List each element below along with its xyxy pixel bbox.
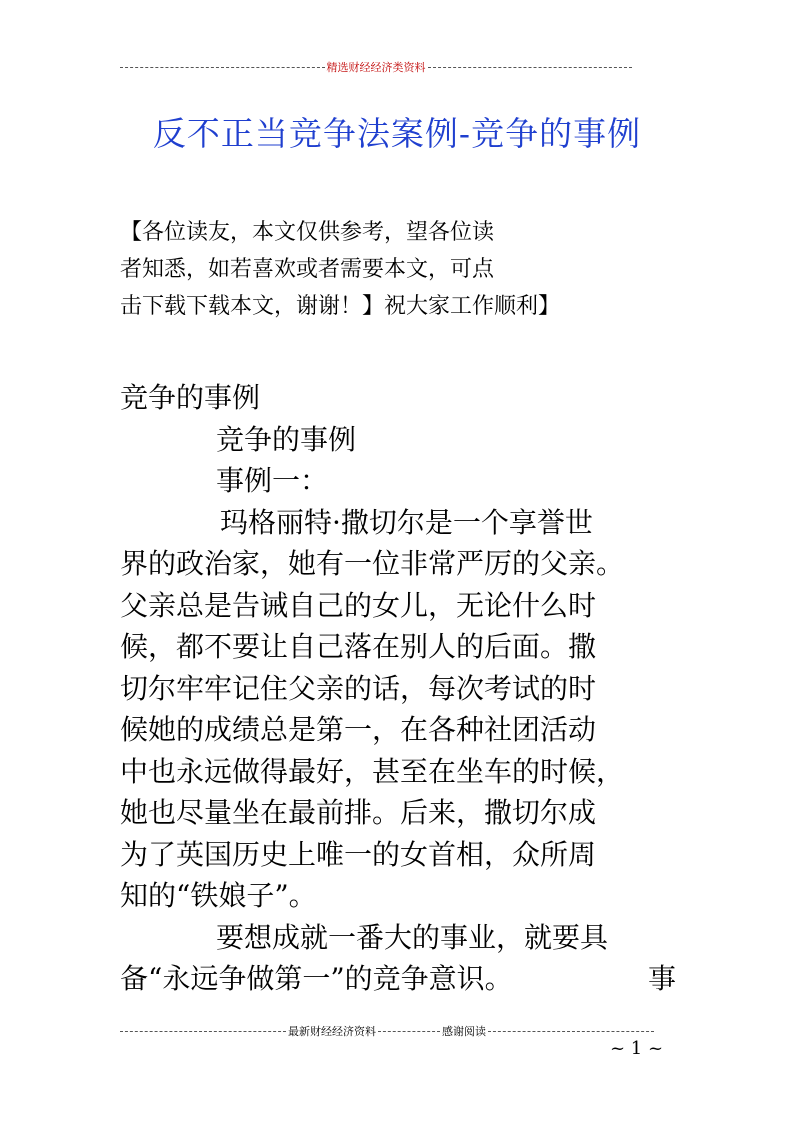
header-text: 精选财经经济类资料 xyxy=(326,61,426,74)
paragraph-line xyxy=(120,958,676,1000)
paragraph-line-left: 备“永远争做第一”的竞争意识。 xyxy=(120,962,513,995)
notice-line: 击下载下载本文，谢谢！】祝大家工作顺利】 xyxy=(120,294,561,319)
document-title: 反不正当竞争法案例-竞争的事例 xyxy=(152,114,642,153)
case-label: 事例一： xyxy=(216,464,329,497)
footer-dash-middle xyxy=(378,1031,440,1032)
paragraph-line: 中也永远做得最好，甚至在坐车的时候， xyxy=(120,754,625,788)
notice-block xyxy=(120,214,650,325)
section-heading: 竞争的事例 xyxy=(120,381,261,414)
paragraph-line: 玛格丽特·撒切尔是一个享誉世 xyxy=(220,505,593,539)
paragraph-line-right: 事 xyxy=(647,962,676,995)
paragraph-line: 为了英国历史上唯一的女首相，众所周 xyxy=(120,837,597,871)
notice-line: 者知悉，如若喜欢或者需要本文，可点 xyxy=(120,257,495,282)
footer-rule xyxy=(120,1024,654,1038)
paragraph-line: 她也尽量坐在最前排。后来，撒切尔成 xyxy=(120,796,597,829)
body-text xyxy=(120,377,676,1000)
paragraph-line: 要想成就一番大的事业，就要具 xyxy=(216,920,609,954)
footer-dash-left xyxy=(120,1031,286,1032)
paragraph-line: 知的“铁娘子”。 xyxy=(120,879,317,912)
section-subheading: 竞争的事例 xyxy=(216,422,357,456)
header-dash-right xyxy=(428,67,633,68)
header-dash-left xyxy=(120,67,325,68)
paragraph-line: 界的政治家，她有一位非常严厉的父亲。 xyxy=(120,547,625,580)
paragraph-line: 切尔牢牢记住父亲的话，每次考试的时 xyxy=(120,671,597,705)
notice-line: 【各位读友，本文仅供参考，望各位读 xyxy=(120,220,495,245)
footer-dash-right xyxy=(488,1031,654,1032)
paragraph-line: 父亲总是告诫自己的女儿，无论什么时 xyxy=(120,588,597,622)
paragraph-line: 候，都不要让自己落在别人的后面。撒 xyxy=(120,630,597,663)
footer-right-text: 感谢阅读 xyxy=(442,1025,486,1038)
header-rule xyxy=(120,60,632,74)
page-number: ~ 1 ~ xyxy=(610,1038,664,1059)
footer-left-text: 最新财经经济资料 xyxy=(288,1025,376,1038)
paragraph-line: 候她的成绩总是第一，在各种社团活动 xyxy=(120,713,597,746)
